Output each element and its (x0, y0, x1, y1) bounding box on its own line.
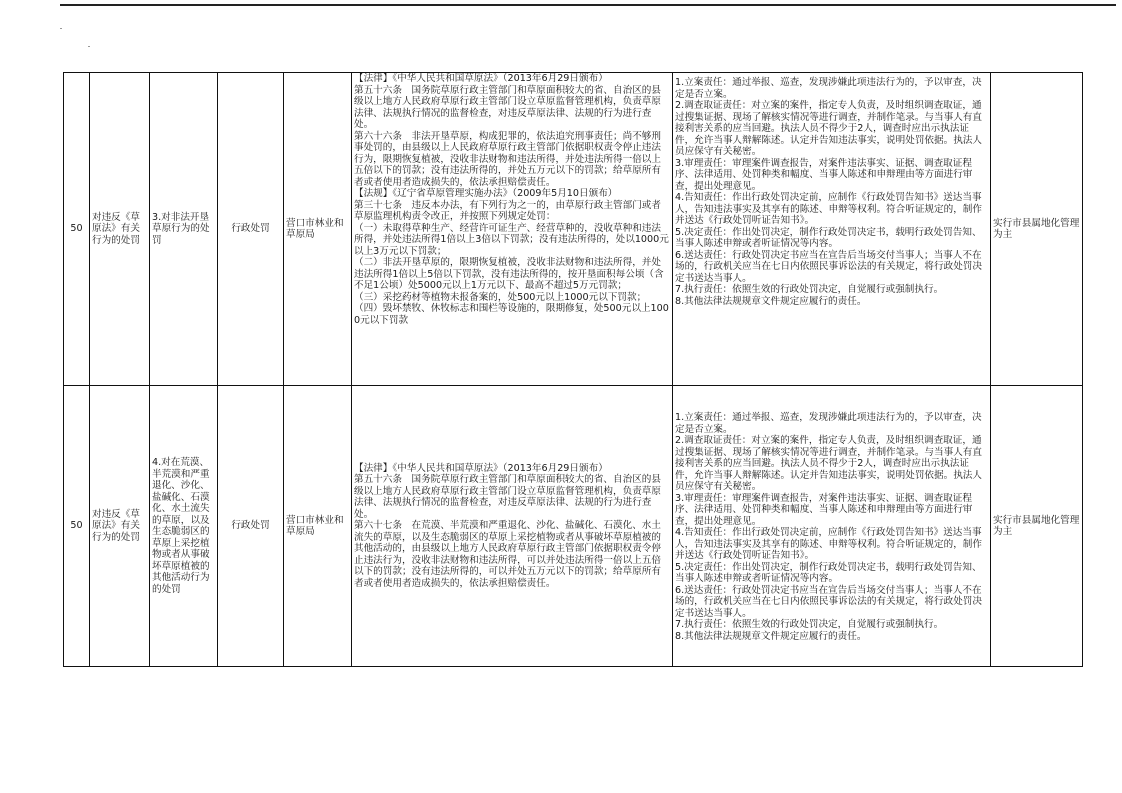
responsibility-item: 3.审理责任：审理案件调查报告，对案件违法事实、证据、调查取证程序、法律适用、处罚种类和幅度、当事人陈述和申辩理由等方面进行审查，提出处理意见。 (675, 492, 973, 527)
legal-basis-line: 【法规】《辽宁省草原管理实施办法》（2009年5月10日颁布） (354, 188, 618, 199)
table-row (64, 73, 1083, 386)
item-name: 对违反《草原法》有关行为的处罚 (90, 386, 150, 667)
page-top-rule (60, 4, 1116, 6)
management-level: 实行市县属地化管理为主 (991, 73, 1083, 386)
legal-basis-line: （四）毁坏禁牧、休牧标志和围栏等设施的，限期修复，处500元以上1000元以下罚款 (354, 303, 669, 326)
responsibility-item: 3.审理责任：审理案件调查报告，对案件违法事实、证据、调查取证程序、法律适用、处罚种类和幅度、当事人陈述和申辩理由等方面进行审查，提出处理意见。 (675, 157, 973, 192)
legal-basis-heading: 【法律】《中华人民共和国草原法》（2013年6月29日颁布） (354, 462, 608, 474)
item-number: 50 (64, 73, 90, 386)
management-level: 实行市县属地化管理为主 (991, 386, 1083, 667)
item-number: 50 (64, 386, 90, 667)
responsibility-item: 2.调查取证责任：对立案的案件，指定专人负责，及时组织调查取证，通过搜集证据、现场了解核实情况等进行调查，并制作笔录。与当事人有直接利害关系的应当回避。执法人员不得少于2人，调查时应出示执法证件，允许当事人辩解陈述。认定并告知违法事实，说明处罚依据。执法人员应保守有关秘密。 (675, 435, 982, 492)
responsibility-item: 5.决定责任：作出处罚决定，制作行政处罚决定书，载明行政处罚告知、当事人陈述申辩或者听证情况等内容。 (675, 226, 982, 249)
legal-basis-line: （二）非法开垦草原的，限期恢复植被，没收非法财物和违法所得，并处违法所得1倍以上5倍以下罚款，没有违法所得的，按开垦面积每公顷（含不足1公顷）处5000元以上1万元以下、最高不超过5万元罚款； (354, 257, 664, 291)
responsibility-item: 1.立案责任：通过举报、巡查，发现涉嫌此项违法行为的，予以审查，决定是否立案。 (675, 412, 982, 435)
legal-basis-heading: 【法律】《中华人民共和国草原法》（2013年6月29日颁布） (354, 73, 608, 84)
responsibility-item: 5.决定责任：作出处罚决定，制作行政处罚决定书，载明行政处罚告知、当事人陈述申辩或者听证情况等内容。 (675, 561, 982, 584)
responsibility-item: 6.送达责任：行政处罚决定书应当在宣告后当场交付当事人；当事人不在场的，行政机关应当在七日内依照民事诉讼法的有关规定，将行政处罚决定书送达当事人。 (675, 584, 982, 619)
responsibility-items (673, 386, 991, 667)
legal-basis (352, 386, 673, 667)
sub-item-name: 4.对在荒漠、半荒漠和严重退化、沙化、盐碱化、石漠化、水土流失的草原，以及生态脆弱区的草原上采挖植物或者从事破坏草原植被的其他活动行为的处罚 (150, 386, 218, 667)
power-list-table (63, 72, 1083, 667)
responsibility-item: 7.执行责任：依照生效的行政处罚决定，自觉履行或强制执行。 (675, 619, 944, 630)
legal-basis-line: 第六十六条 非法开垦草原，构成犯罪的，依法追究刑事责任；尚不够刑事处罚的，由县级以上人民政府草原行政主管部门依据职权责令停止违法行为，限期恢复植被，没收非法财物和违法所得，并处违法所得一倍以上五倍以下的罚款；没有违法所得的，并处五万元以下的罚款；给草原所有者或者使用者造成损失的，依法承担赔偿责任。 (354, 130, 661, 188)
legal-basis (352, 73, 673, 386)
responsibility-item: 8.其他法律法规规章文件规定应履行的责任。 (675, 630, 867, 642)
responsibility-item: 4.告知责任：作出行政处罚决定前，应制作《行政处罚告知书》送达当事人，告知违法事实及其享有的陈述、申辩等权利。符合听证规定的，制作并送达《行政处罚听证告知书》。 (675, 192, 982, 226)
responsibility-items (673, 73, 991, 386)
legal-basis-line: （三）采挖药材等植物未报备案的，处500元以上1000元以下罚款； (354, 291, 647, 303)
legal-basis-line: （一）未取得草种生产、经营许可证生产、经营草种的，没收草种和违法所得，并处违法所得1倍以上3倍以下罚款；没有违法所得的，处以1000元以上3万元以下罚款； (354, 222, 669, 257)
scan-speck (60, 28, 62, 29)
legal-basis-line: 第六十七条 在荒漠、半荒漠和严重退化、沙化、盐碱化、石漠化、水土流失的草原，以及生态脆弱区的草原上采挖植物或者从事破坏草原植被的其他活动的，由县级以上地方人民政府草原行政主管部门依据职权责令停止违法行为，没收非法财物和违法所得，可以并处违法所得一倍以上五倍以下的罚款；没有违法所得的，可以并处五万元以下的罚款；给草原所有者或者使用者造成损失的，依法承担赔偿责任。 (354, 520, 661, 589)
implementing-dept: 营口市林业和草原局 (284, 386, 352, 667)
implementing-dept: 营口市林业和草原局 (284, 73, 352, 386)
responsibility-item: 7.执行责任：依照生效的行政处罚决定，自觉履行或强制执行。 (675, 284, 944, 295)
scan-speck (88, 46, 90, 47)
table-row (64, 386, 1083, 667)
legal-basis-line: 第五十六条 国务院草原行政主管部门和草原面积较大的省、自治区的县级以上地方人民政府草原行政主管部门设立草原监督管理机构，负责草原法律、法规执行情况的监督检查，对违反草原法律、法规的行为进行查处。 (354, 84, 661, 130)
responsibility-item: 6.送达责任：行政处罚决定书应当在宣告后当场交付当事人；当事人不在场的，行政机关应当在七日内依照民事诉讼法的有关规定，将行政处罚决定书送达当事人。 (675, 249, 982, 284)
item-name: 对违反《草原法》有关行为的处罚 (90, 73, 150, 386)
responsibility-item: 1.立案责任：通过举报、巡查，发现涉嫌此项违法行为的，予以审查，决定是否立案。 (675, 77, 982, 100)
responsibility-item: 8.其他法律法规规章文件规定应履行的责任。 (675, 295, 867, 307)
responsibility-item: 2.调查取证责任：对立案的案件，指定专人负责，及时组织调查取证，通过搜集证据、现场了解核实情况等进行调查，并制作笔录。与当事人有直接利害关系的应当回避。执法人员不得少于2人，调查时应出示执法证件，允许当事人辩解陈述。认定并告知违法事实，说明处罚依据。执法人员应保守有关秘密。 (675, 100, 982, 157)
power-type: 行政处罚 (218, 73, 284, 386)
responsibility-item: 4.告知责任：作出行政处罚决定前，应制作《行政处罚告知书》送达当事人，告知违法事实及其享有的陈述、申辩等权利。符合听证规定的，制作并送达《行政处罚听证告知书》。 (675, 527, 982, 561)
legal-basis-line: 第五十六条 国务院草原行政主管部门和草原面积较大的省、自治区的县级以上地方人民政府草原行政主管部门设立草原监督管理机构，负责草原法律、法规执行情况的监督检查，对违反草原法律、法规的行为进行查处。 (354, 474, 661, 520)
sub-item-name: 3.对非法开垦草原行为的处罚 (150, 73, 218, 386)
power-type: 行政处罚 (218, 386, 284, 667)
legal-basis-line: 第三十七条 违反本办法，有下列行为之一的，由草原行政主管部门或者草原监理机构责令改正，并按照下列规定处罚： (354, 199, 661, 222)
